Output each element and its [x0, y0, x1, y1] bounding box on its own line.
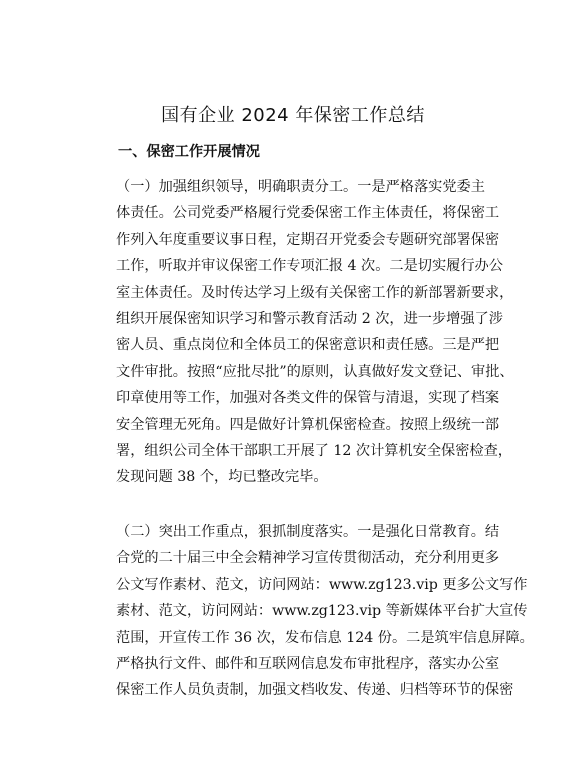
paragraph-1 — [116, 174, 514, 491]
paragraph-line: 作列入年度重要议事日程，定期召开党委会专题研究部署保密 — [116, 231, 500, 248]
paragraph-line: 署，组织公司全体干部职工开展了 12 次计算机安全保密检查， — [116, 442, 512, 459]
paragraph-line: 范围，开宣传工作 36 次，发布信息 124 份。二是筑牢信息屏障。 — [116, 629, 534, 646]
paragraph-line: 安全管理无死角。四是做好计算机保密检查。按照上级统一部 — [116, 416, 500, 433]
paragraph-line: 严格执行文件、邮件和互联网信息发布审批程序，落实办公室 — [116, 655, 500, 672]
section-heading: 一、保密工作开展情况 — [118, 144, 260, 160]
paragraph-line: 室主体责任。及时传达学习上级有关保密工作的新部署新要求， — [116, 284, 514, 301]
paragraph-line: 合党的二十届三中全会精神学习宣传贯彻活动，充分利用更多 — [116, 550, 500, 567]
document-title: 国有企业 2024 年保密工作总结 — [161, 105, 425, 126]
paragraph-line: 保密工作人员负责制，加强文档收发、传递、归档等环节的保密 — [116, 682, 514, 699]
paragraph-line: （一）加强组织领导，明确职责分工。一是严格落实党委主 — [116, 179, 485, 195]
paragraph-2 — [116, 519, 534, 704]
paragraph-line: 体责任。公司党委严格履行党委保密工作主体责任，将保密工 — [116, 205, 500, 222]
paragraph-line: 素材、范文，访问网站：www.zg123.vip 等新媒体平台扩大宣传 — [116, 603, 528, 620]
paragraph-line: 文件审批。按照“应批尽批”的原则，认真做好发文登记、审批、 — [116, 363, 514, 380]
paragraph-line: 组织开展保密知识学习和警示教育活动 2 次，进一步增强了涉 — [116, 310, 503, 327]
paragraph-line: 发现问题 38 个，均已整改完毕。 — [116, 469, 328, 486]
paragraph-line: 工作，听取并审议保密工作专项汇报 4 次。二是切实履行办公 — [116, 258, 503, 275]
paragraph-line: 公文写作素材、范文，访问网站：www.zg123.vip 更多公文写作 — [116, 576, 528, 593]
paragraph-line: 密人员、重点岗位和全体员工的保密意识和责任感。三是严把 — [116, 337, 500, 354]
paragraph-line: （二）突出工作重点，狠抓制度落实。一是强化日常教育。结 — [116, 524, 500, 540]
paragraph-line: 印章使用等工作，加强对各类文件的保管与清退，实现了档案 — [116, 390, 500, 407]
